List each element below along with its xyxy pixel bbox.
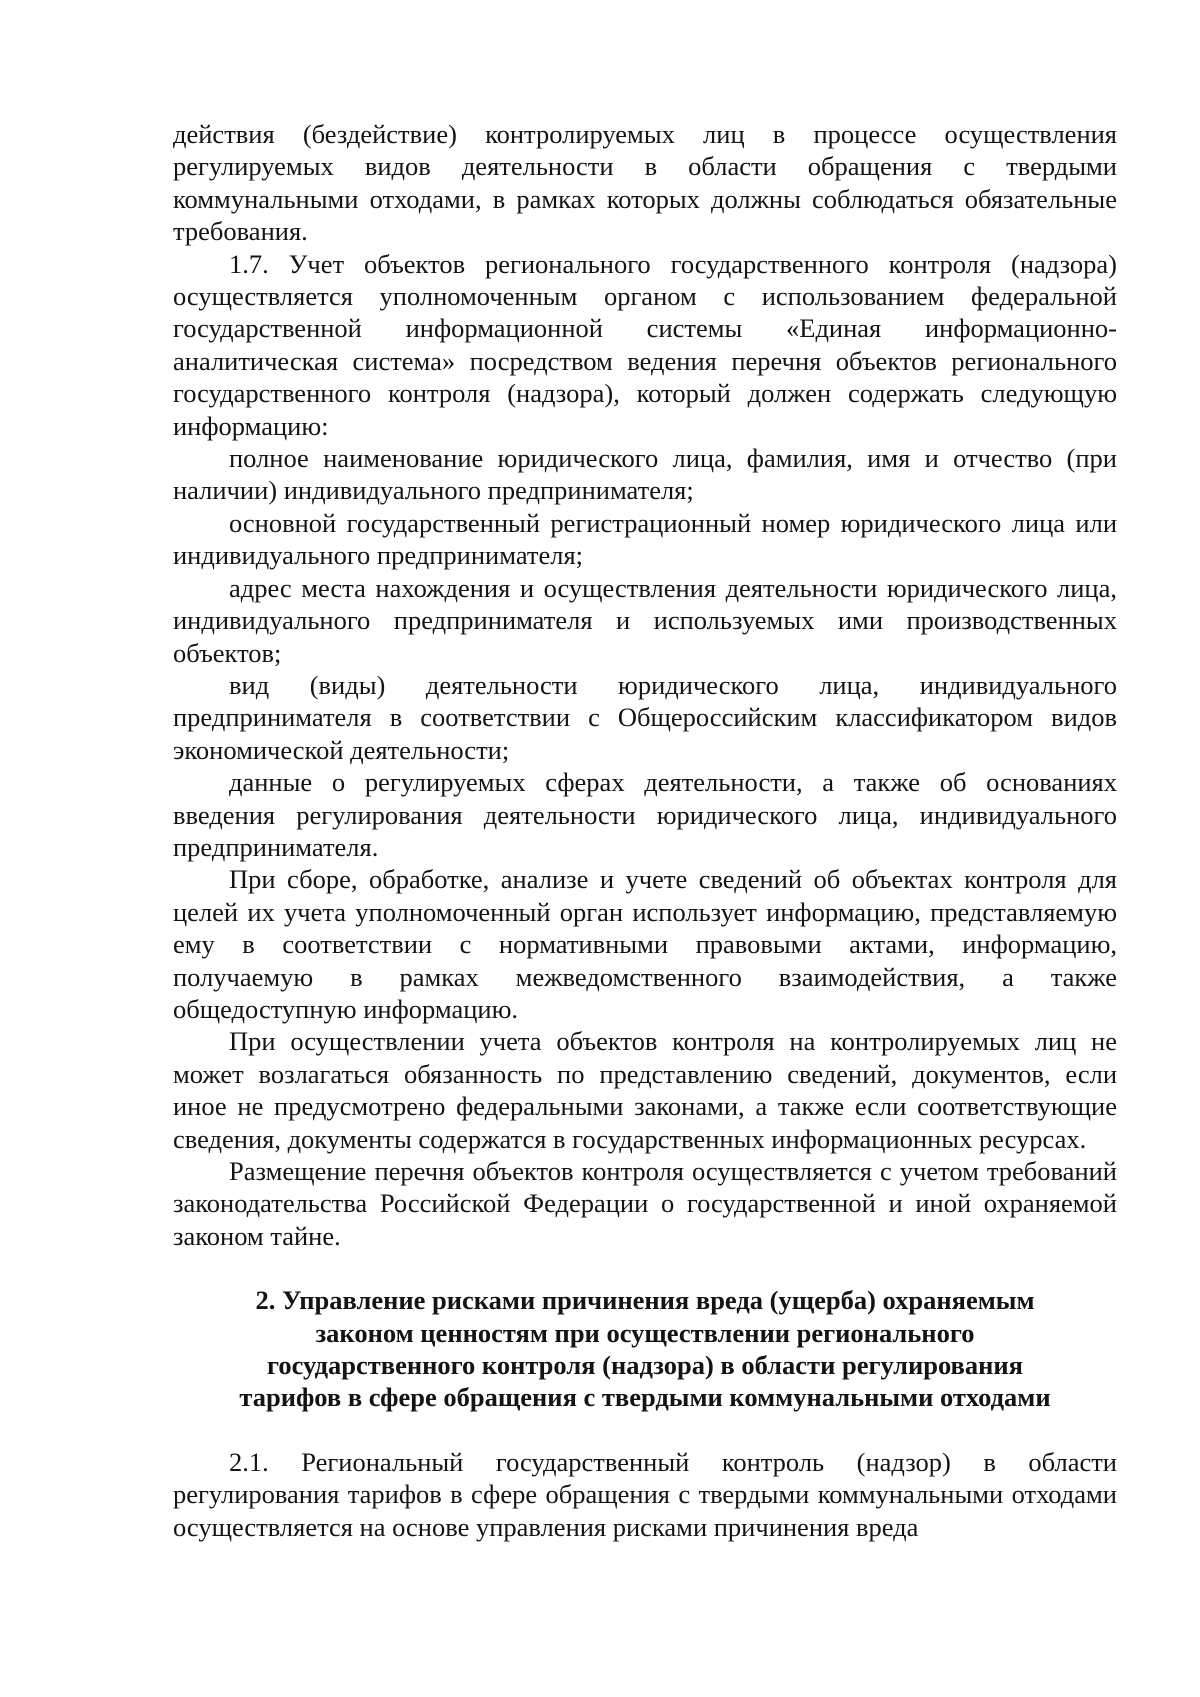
paragraph-continuation: действия (бездействие) контролируемых лиц в процессе осуществления регулируемых видов деятельности в области обращения с твердыми коммунальными отходами, в рамках которых должны соблюдаться обязательные требования. [173, 119, 1117, 247]
list-item-full-name: полное наименование юридического лица, фамилия, имя и отчество (при наличии) индивидуального предпринимателя; [173, 443, 1117, 506]
paragraph-information-collection: При сборе, обработке, анализе и учете сведений об объектах контроля для целей их учета уполномоченный орган использует информацию, представляемую ему в соответствии с нормативными правовыми актами, информацию, получаемую в рамках межведомственного взаимодействия, а также общедоступную информацию. [173, 864, 1117, 1024]
list-item-ogrn: основной государственный регистрационный номер юридического лица или индивидуального предпринимателя; [173, 507, 1117, 571]
section-heading-line: государственного контроля (надзора) в области регулирования [267, 1350, 1023, 1381]
paragraph-list-placement: Размещение перечня объектов контроля осуществляется с учетом требований законодательства Российской Федерации о государственной и иной охраняемой законом тайне. [173, 1156, 1117, 1251]
section-heading-line: законом ценностям при осуществлении регионального [315, 1317, 975, 1348]
document-body [173, 118, 1117, 1543]
section-heading-line: тарифов в сфере обращения с твердыми коммунальными отходами [239, 1382, 1051, 1413]
list-item-activity-type: вид (виды) деятельности юридического лица, индивидуального предпринимателя в соответствии с Общероссийским классификатором видов экономической деятельности; [173, 669, 1117, 765]
paragraph-1-7: 1.7. Учет объектов регионального государственного контроля (надзора) осуществляется уполномоченным органом с использованием федеральной государственной информационной системы «Единая информационно-аналитическая система» посредством ведения перечня объектов регионального государственного контроля (надзора), который должен содержать следующую информацию: [173, 248, 1117, 441]
paragraph-2-1: 2.1. Региональный государственный контроль (надзор) в области регулирования тарифов в сфере обращения с твердыми коммунальными отходами осуществляется на основе управления рисками причинения вреда [173, 1446, 1117, 1542]
section-heading-2 [173, 1284, 1117, 1414]
list-item-regulated-spheres: данные о регулируемых сферах деятельности, а также об основаниях введения регулирования деятельности юридического лица, индивидуального предпринимателя. [173, 767, 1117, 862]
paragraph-no-obligation: При осуществлении учета объектов контроля на контролируемых лиц не может возлагаться обязанность по представлению сведений, документов, если иное не предусмотрено федеральными законами, а также если соответствующие сведения, документы содержатся в государственных информационных ресурсах. [173, 1026, 1117, 1154]
list-item-address: адрес места нахождения и осуществления деятельности юридического лица, индивидуального предпринимателя и используемых ими производственных объектов; [173, 572, 1117, 668]
section-heading-line: 2. Управление рисками причинения вреда (ущерба) охраняемым [255, 1285, 1035, 1316]
